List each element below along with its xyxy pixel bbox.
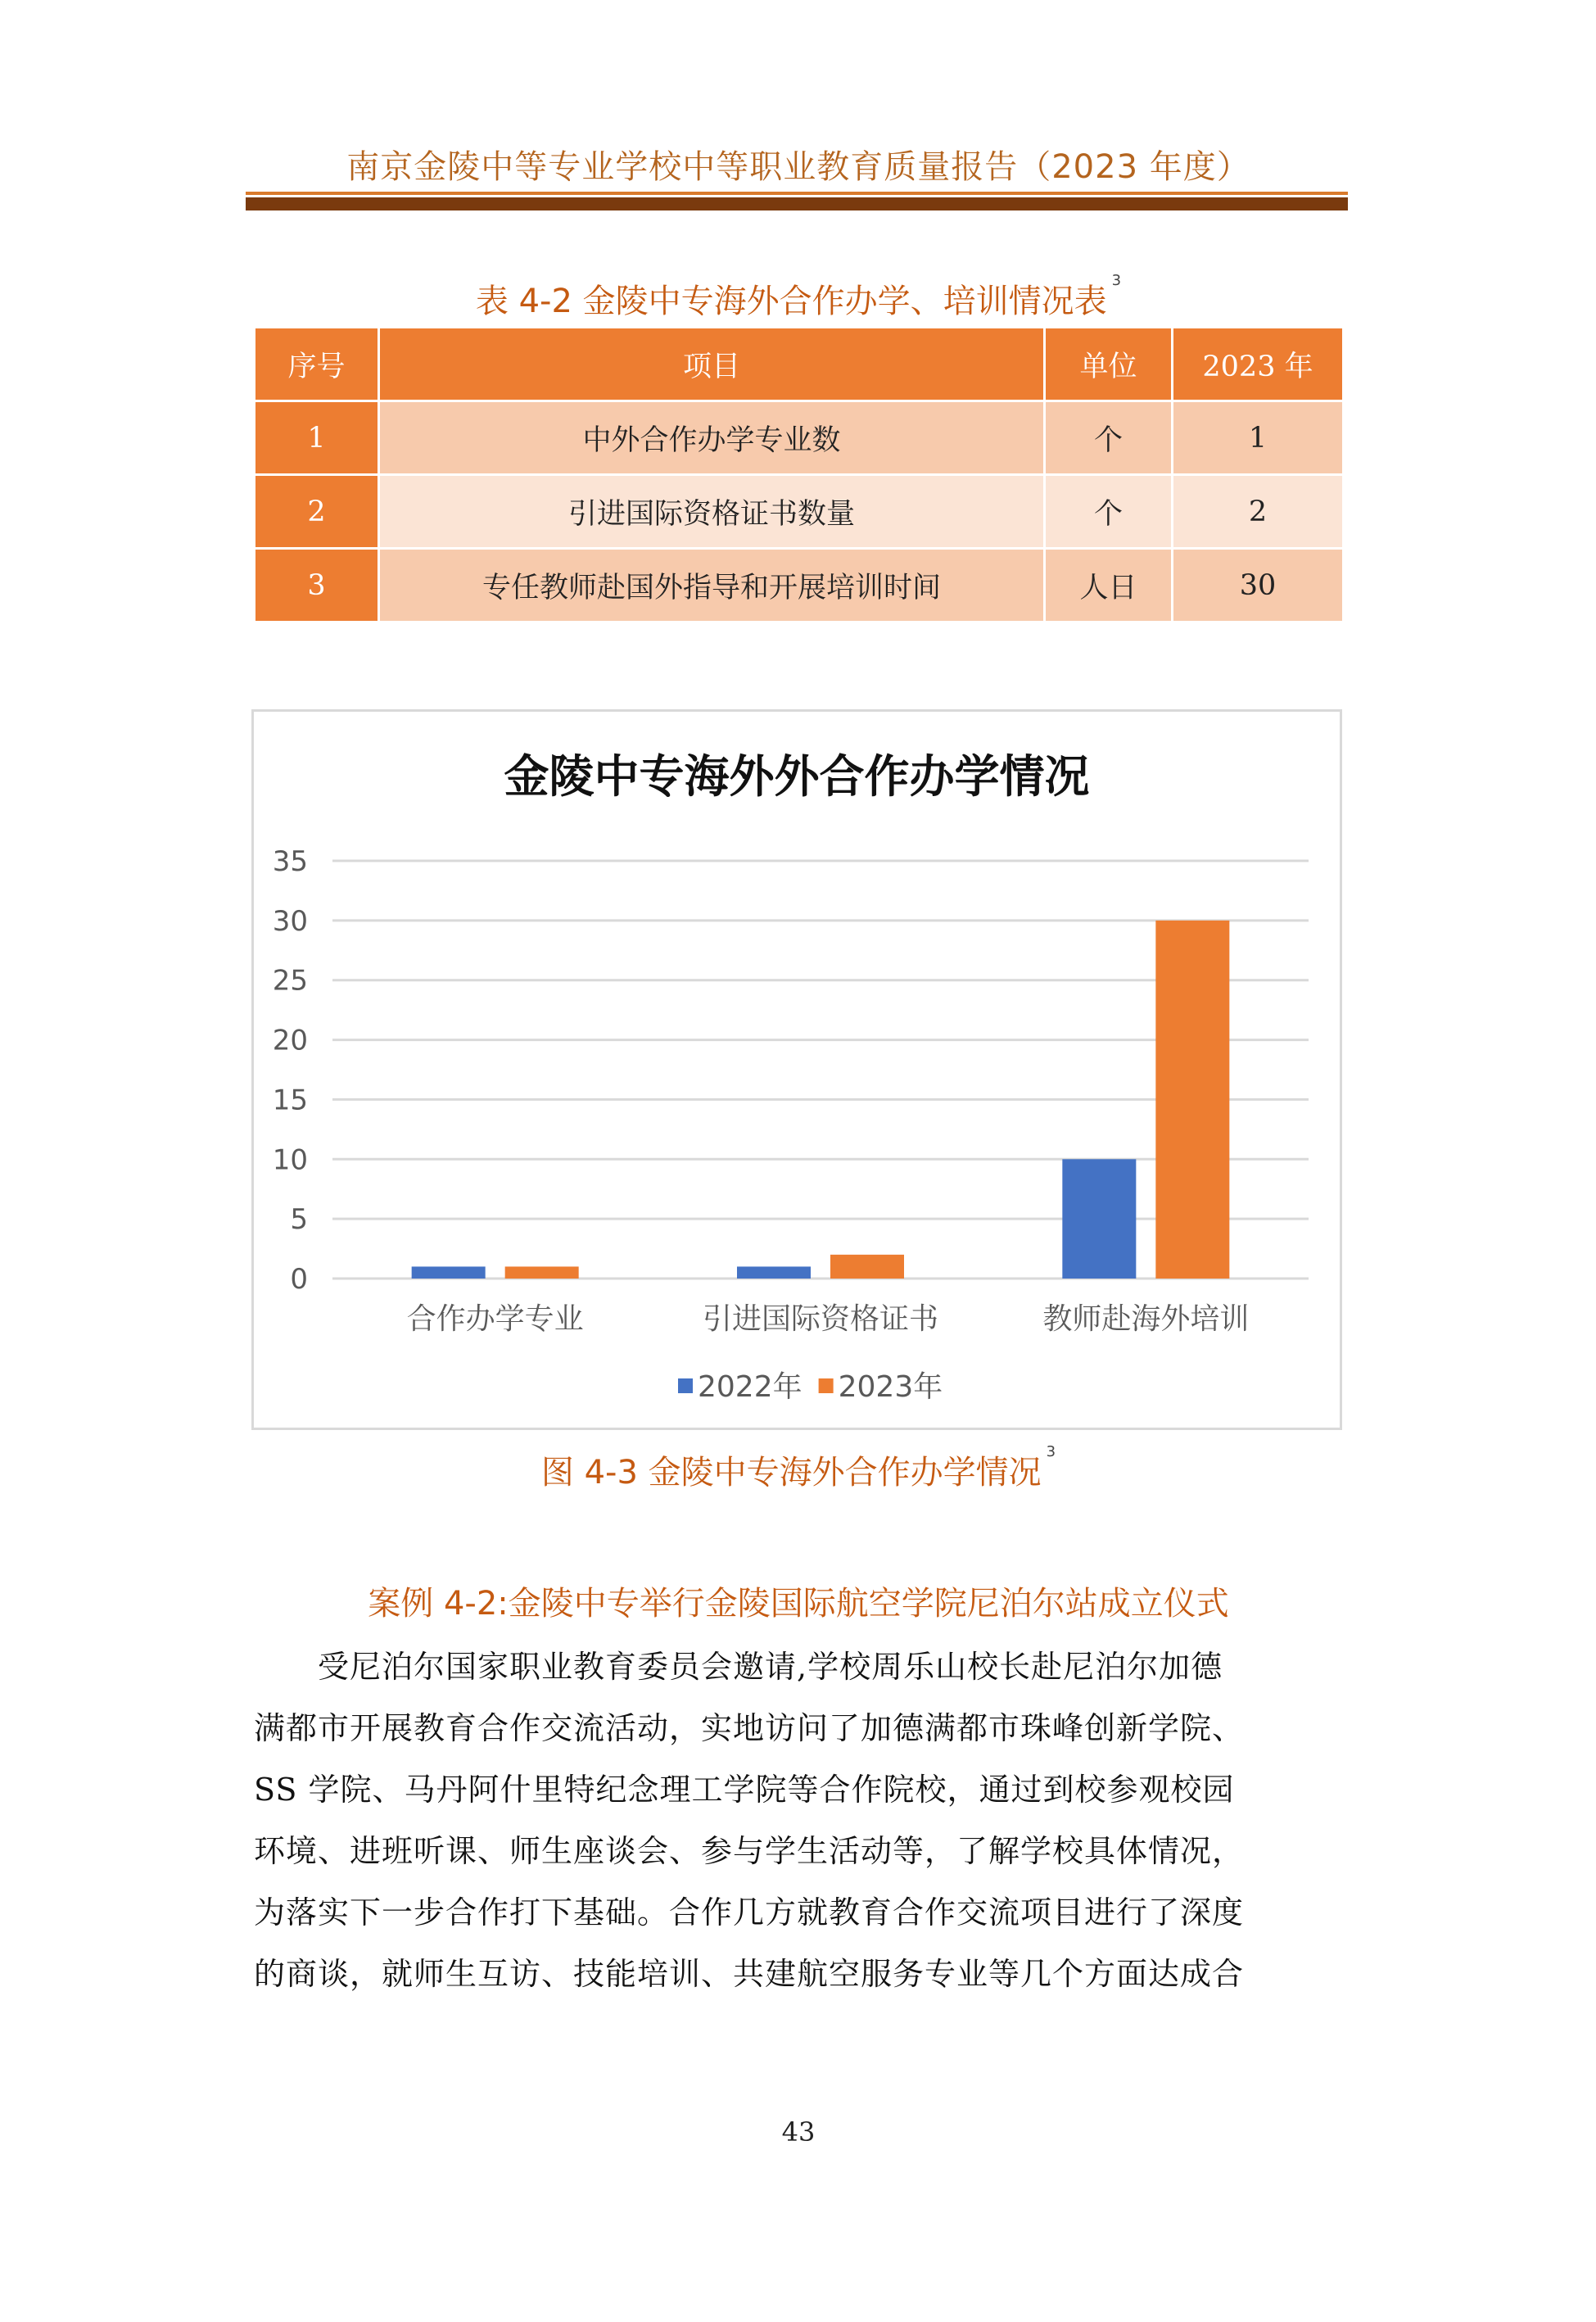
legend-label: 2023年 <box>838 1370 943 1404</box>
cooperation-table <box>253 326 1345 623</box>
row-item: 中外合作办学专业数 <box>379 401 1045 475</box>
y-tick-label: 15 <box>272 1084 308 1117</box>
y-tick-label: 0 <box>290 1263 308 1296</box>
figure-caption-text: 图 4-3 金陵中专海外合作办学情况 <box>540 1454 1042 1491</box>
header-rule-thin <box>246 192 1348 195</box>
bar <box>1155 921 1229 1279</box>
chart-title: 金陵中专海外外合作办学情况 <box>504 750 1090 803</box>
row-index: 3 <box>255 549 379 622</box>
x-tick-label: 合作办学专业 <box>406 1302 584 1336</box>
row-unit: 人日 <box>1045 549 1173 622</box>
chart-frame <box>251 709 1342 1430</box>
column-header-value: 2023 年 <box>1173 328 1344 401</box>
row-value: 1 <box>1173 401 1344 475</box>
bar <box>505 1266 579 1279</box>
y-tick-label: 10 <box>272 1143 308 1177</box>
case-body <box>254 1636 1343 2005</box>
header-rule-thick <box>246 197 1348 210</box>
row-value: 30 <box>1173 549 1344 622</box>
page-number: 43 <box>781 2116 816 2148</box>
bar <box>737 1266 811 1279</box>
table-row <box>255 475 1344 549</box>
row-unit: 个 <box>1045 475 1173 549</box>
row-item: 专任教师赴国外指导和开展培训时间 <box>379 549 1045 622</box>
body-line: 的商谈，就师生互访、技能培训、共建航空服务专业等几个方面达成合 <box>254 1956 1245 1992</box>
legend-label: 2022年 <box>698 1370 803 1404</box>
row-item: 引进国际资格证书数量 <box>379 475 1045 549</box>
y-tick-label: 35 <box>272 845 308 878</box>
y-tick-label: 5 <box>290 1203 308 1237</box>
table-caption-text: 表 4-2 金陵中专海外合作办学、培训情况表 <box>475 283 1107 320</box>
table-row <box>255 549 1344 622</box>
row-unit: 个 <box>1045 401 1173 475</box>
y-tick-label: 25 <box>272 964 308 998</box>
case-title: 案例 4-2:金陵中专举行金陵国际航空学院尼泊尔站成立仪式 <box>368 1585 1229 1623</box>
row-value: 2 <box>1173 475 1344 549</box>
body-line: 受尼泊尔国家职业教育委员会邀请,学校周乐山校长赴尼泊尔加德 <box>254 1649 1223 1685</box>
figure-caption <box>246 1443 1351 1493</box>
table-header-row <box>255 328 1344 401</box>
body-line: 满都市开展教育合作交流活动，实地访问了加德满都市珠峰创新学院、 <box>254 1710 1245 1746</box>
bar <box>412 1266 486 1279</box>
column-header-item: 项目 <box>379 328 1045 401</box>
y-tick-label: 30 <box>272 904 308 938</box>
column-header-index: 序号 <box>255 328 379 401</box>
body-line: SS 学院、马丹阿什里特纪念理工学院等合作院校，通过到校参观校园 <box>254 1772 1235 1808</box>
row-index: 2 <box>255 475 379 549</box>
row-index: 1 <box>255 401 379 475</box>
x-tick-label: 引进国际资格证书 <box>702 1302 939 1336</box>
figure-footnote-mark: 3 <box>1046 1443 1056 1460</box>
y-tick-label: 20 <box>272 1024 308 1057</box>
legend-swatch <box>819 1378 834 1393</box>
legend-swatch <box>678 1378 693 1393</box>
bar <box>1062 1159 1136 1279</box>
table-footnote-mark: 3 <box>1111 272 1122 289</box>
column-header-unit: 单位 <box>1045 328 1173 401</box>
body-line: 环境、进班听课、师生座谈会、参与学生活动等，了解学校具体情况， <box>254 1833 1245 1869</box>
header-title: 南京金陵中等专业学校中等职业教育质量报告（2023 年度） <box>346 148 1250 186</box>
table-row <box>255 401 1344 475</box>
bar-chart <box>254 712 1340 1428</box>
body-line: 为落实下一步合作打下基础。合作几方就教育合作交流项目进行了深度 <box>254 1894 1245 1930</box>
x-tick-label: 教师赴海外培训 <box>1042 1302 1250 1336</box>
bar <box>830 1255 904 1279</box>
table-caption <box>246 272 1351 322</box>
